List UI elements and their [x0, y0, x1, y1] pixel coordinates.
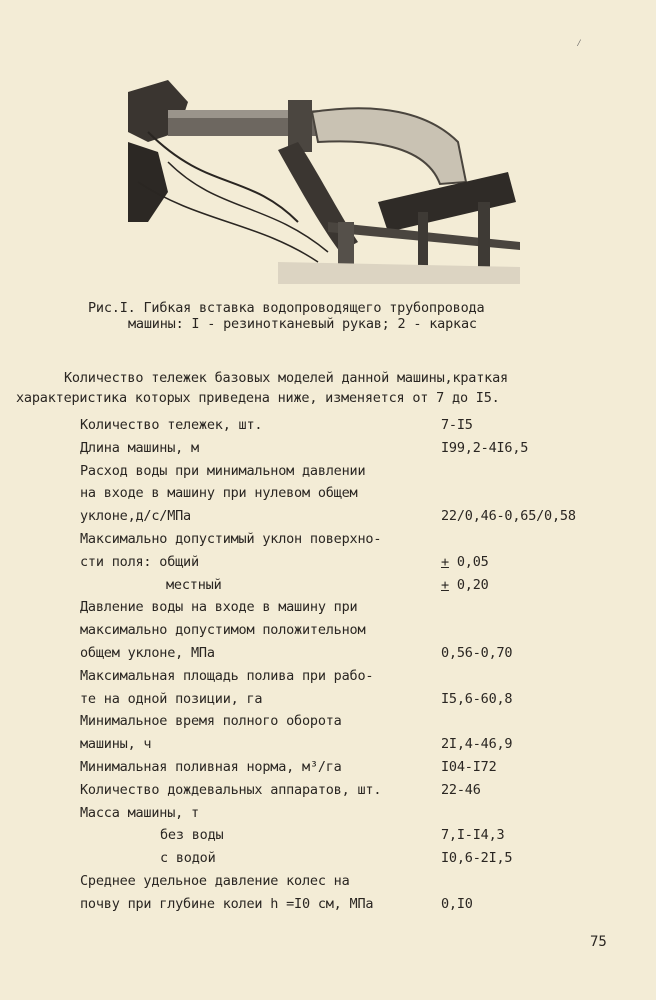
- spec-label: с водой: [160, 850, 216, 867]
- specifications-list: [80, 414, 620, 916]
- spec-row: [80, 824, 620, 847]
- spec-value: 22-46: [441, 781, 481, 798]
- spec-row: [80, 802, 620, 825]
- spec-row: [80, 688, 620, 711]
- spec-label: Масса машины, т: [80, 804, 199, 821]
- spec-label: общем уклоне, МПа: [80, 644, 215, 661]
- spec-label: на входе в машину при нулевом общем: [80, 485, 358, 502]
- figure-photo: [128, 72, 520, 284]
- intro-paragraph: [16, 368, 584, 408]
- spec-label: машины, ч: [80, 736, 152, 753]
- spec-row: [80, 665, 620, 688]
- spec-row: [80, 642, 620, 665]
- intro-line-1: Количество тележек базовых моделей данной машины,краткая: [64, 370, 508, 386]
- spec-row: [80, 893, 620, 916]
- plus-minus-sign: +: [441, 576, 449, 593]
- spec-value: I99,2-4I6,5: [441, 439, 529, 456]
- spec-row: [80, 710, 620, 733]
- spec-row: [80, 596, 620, 619]
- intro-line-2: характеристика которых приведена ниже, изменяется от 7 до I5.: [16, 390, 500, 406]
- spec-row: [80, 437, 620, 460]
- spec-label: Количество дождевальных аппаратов, шт.: [80, 781, 382, 798]
- spec-row: [80, 870, 620, 893]
- spec-value: 22/0,46-0,65/0,58: [441, 508, 576, 525]
- spec-row: [80, 482, 620, 505]
- spec-row: [80, 414, 620, 437]
- spec-row: [80, 460, 620, 483]
- page-number: 75: [590, 934, 607, 950]
- caption-line-2: машины: I - резинотканевый рукав; 2 - каркас: [128, 316, 477, 332]
- spec-value: 7,I-I4,3: [441, 827, 505, 844]
- spec-label: Среднее удельное давление колес на: [80, 872, 350, 889]
- spec-value: 2I,4-46,9: [441, 736, 513, 753]
- spec-label: Максимальная площадь полива при рабо-: [80, 667, 374, 684]
- spec-value: 0,I0: [441, 895, 473, 912]
- spec-label: уклоне,д/с/МПа: [80, 508, 191, 525]
- spec-value: I0,6-2I,5: [441, 850, 513, 867]
- spec-value: + 0,05: [441, 553, 489, 570]
- spec-label: Минимальное время полного оборота: [80, 713, 342, 730]
- spec-label: те на одной позиции, га: [80, 690, 263, 707]
- corner-mark: ⁄: [576, 38, 583, 49]
- spec-row: [80, 528, 620, 551]
- spec-row: [80, 756, 620, 779]
- figure-caption: [88, 300, 568, 332]
- spec-row: [80, 619, 620, 642]
- spec-label: Максимально допустимый уклон поверхно-: [80, 530, 382, 547]
- spec-row: [80, 733, 620, 756]
- spec-label: Количество тележек, шт.: [80, 417, 263, 433]
- spec-row: [80, 551, 620, 574]
- spec-value: I5,6-60,8: [441, 690, 513, 707]
- spec-label: Длина машины, м: [80, 439, 199, 456]
- spec-value: 7-I5: [441, 417, 473, 433]
- spec-row: [80, 847, 620, 870]
- spec-label: без воды: [160, 827, 224, 844]
- spec-label: сти поля: общий: [80, 553, 199, 570]
- spec-value: I04-I72: [441, 758, 497, 775]
- plus-minus-sign: +: [441, 553, 449, 570]
- caption-line-1: Рис.I. Гибкая вставка водопроводящего трубопровода: [88, 300, 485, 316]
- spec-label: максимально допустимом положительном: [80, 622, 366, 639]
- spec-row: [80, 779, 620, 802]
- spec-value: + 0,20: [441, 576, 489, 593]
- spec-row: [80, 574, 620, 597]
- spec-label: Минимальная поливная норма, м³/га: [80, 758, 342, 775]
- spec-label: Давление воды на входе в машину при: [80, 599, 358, 616]
- spec-label: почву при глубине колеи h =I0 см, МПа: [80, 895, 374, 912]
- spec-row: [80, 505, 620, 528]
- spec-value: 0,56-0,70: [441, 644, 513, 661]
- spec-label: Расход воды при минимальном давлении: [80, 462, 366, 479]
- spec-label: местный: [166, 576, 222, 593]
